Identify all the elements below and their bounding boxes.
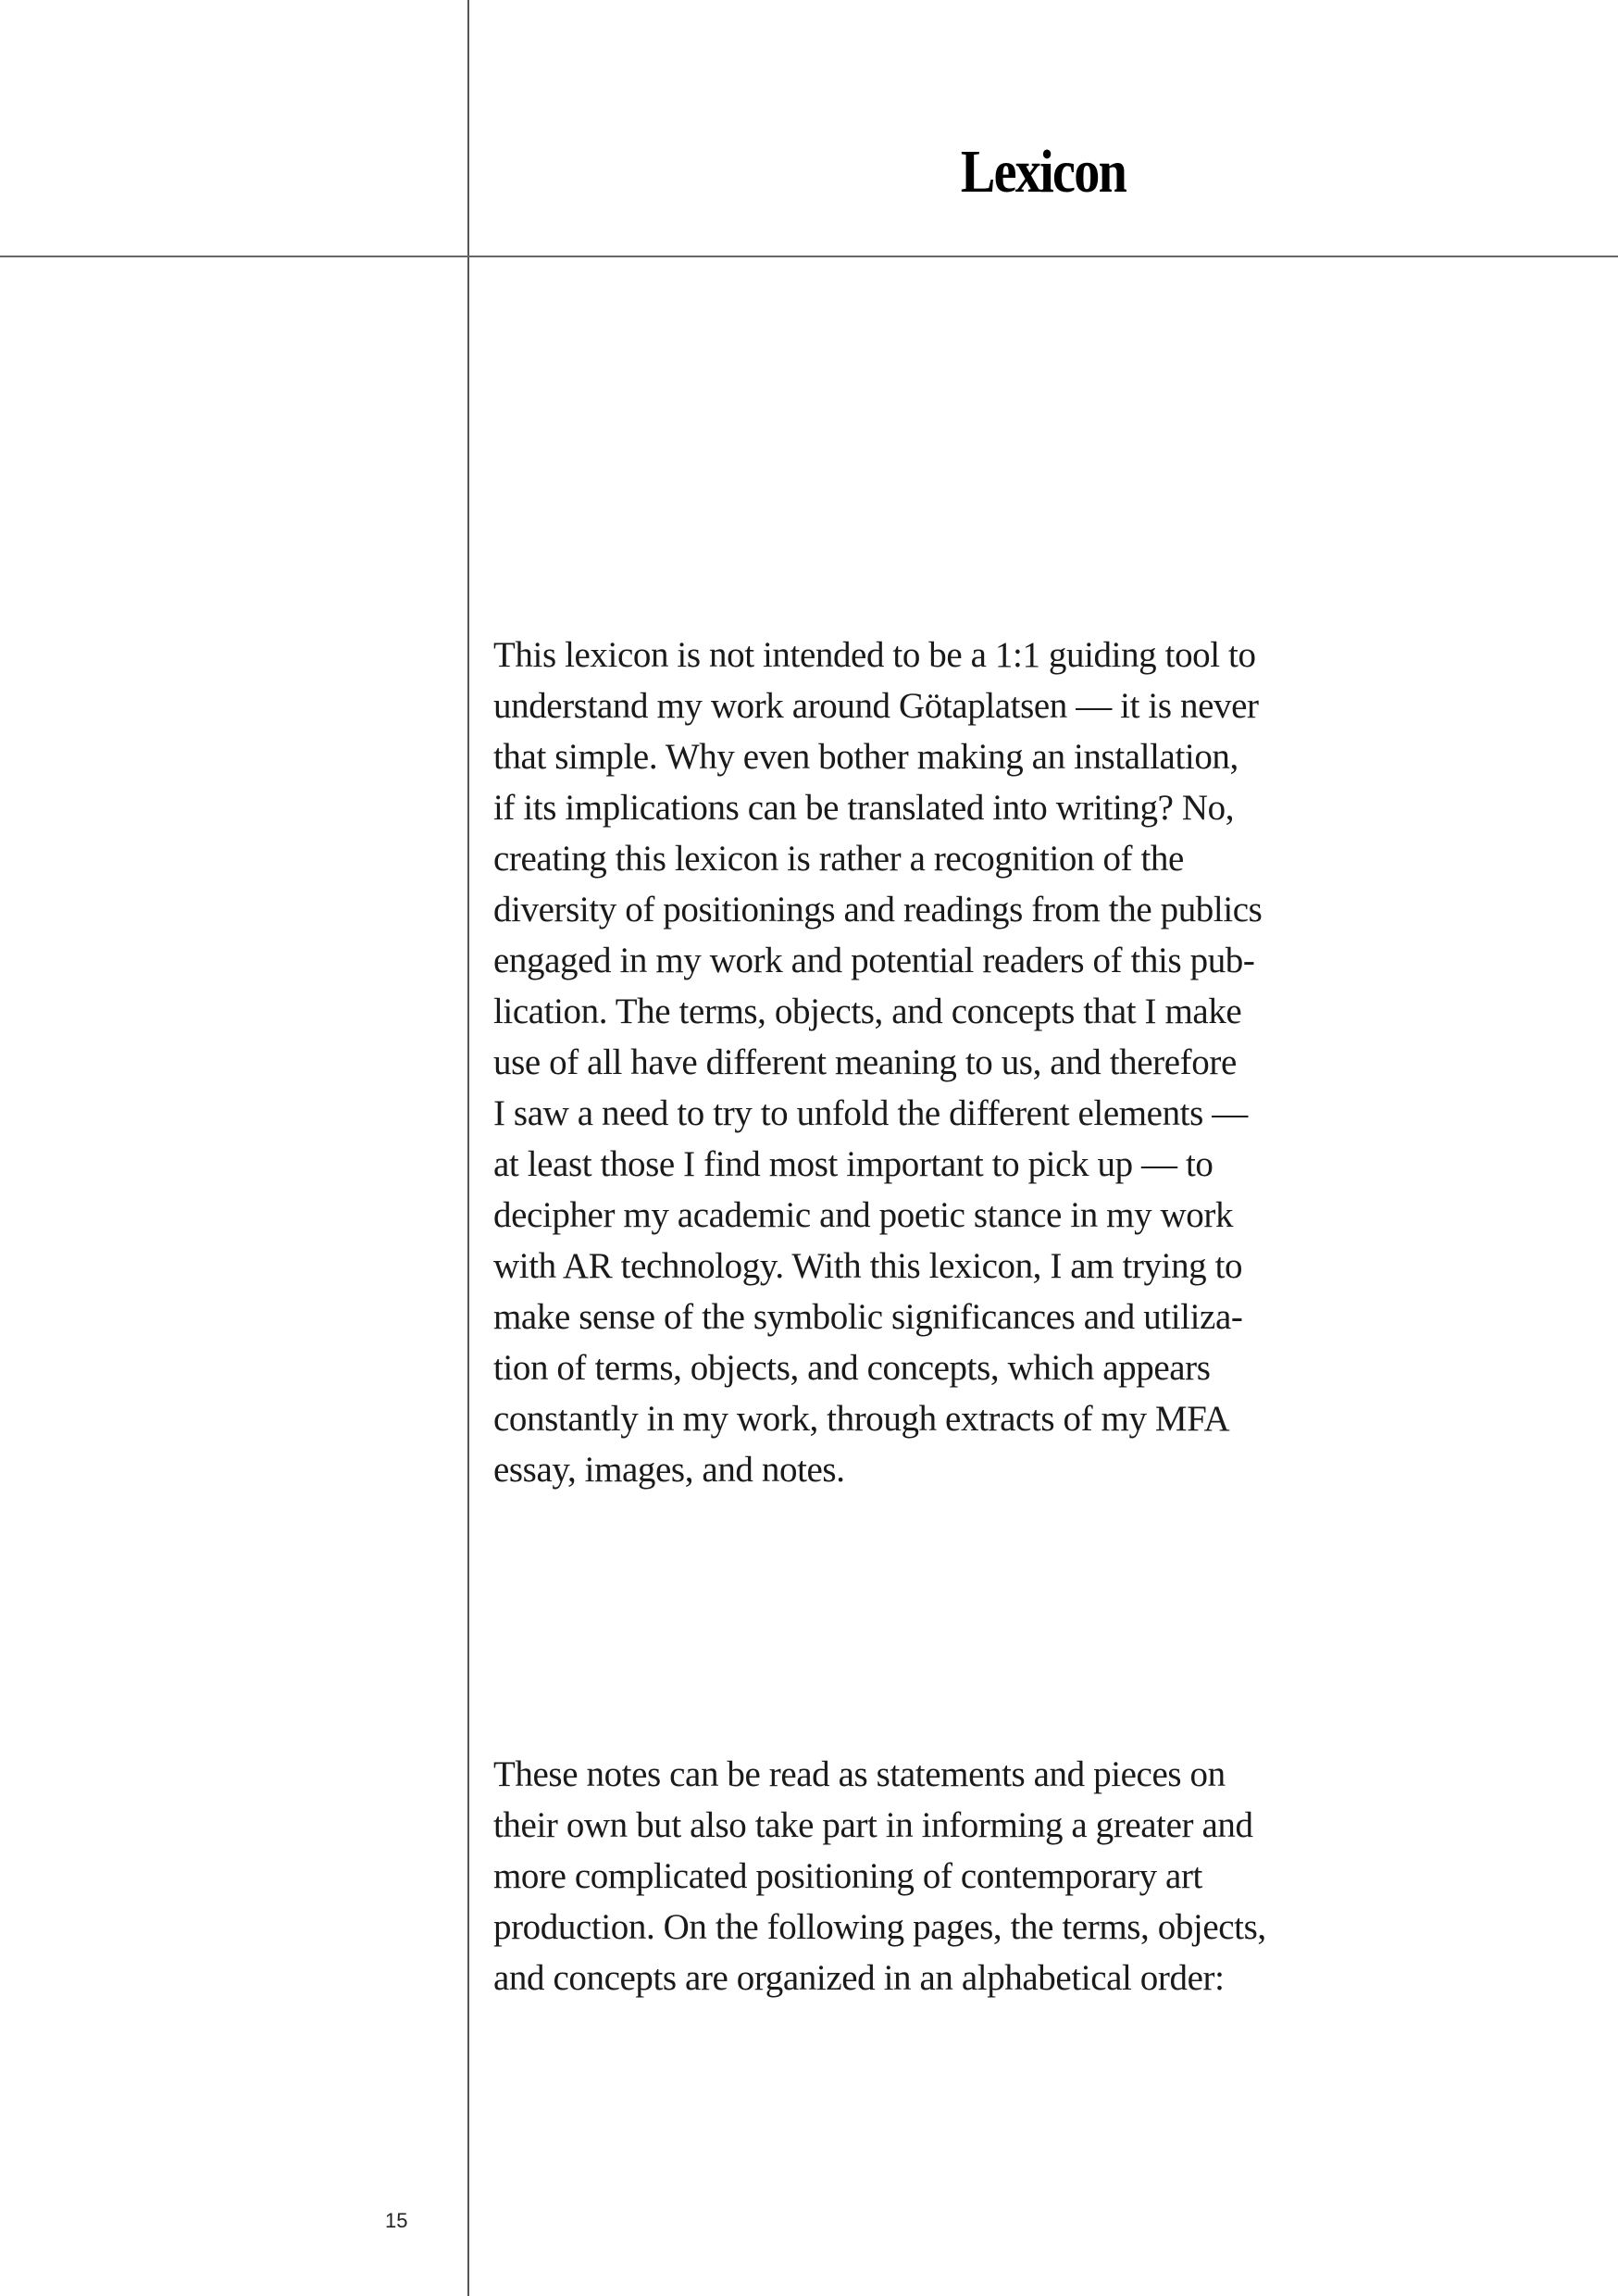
text-line: their own but also take part in informing a greater and bbox=[493, 1805, 1253, 1845]
text-line: essay, images, and notes. bbox=[493, 1450, 845, 1490]
text-line: with AR technology. With this lexicon, I am trying to bbox=[493, 1246, 1243, 1286]
text-line: that simple. Why even bother making an installation, bbox=[493, 737, 1238, 777]
text-line: decipher my academic and poetic stance in my work bbox=[493, 1195, 1234, 1235]
notes-paragraph bbox=[493, 1749, 1456, 2003]
vertical-rule bbox=[467, 0, 469, 2296]
horizontal-rule bbox=[0, 256, 1618, 257]
page-title: Lexicon bbox=[960, 138, 1126, 206]
text-line: more complicated positioning of contemporary art bbox=[493, 1856, 1202, 1896]
text-line: I saw a need to try to unfold the different elements — bbox=[493, 1093, 1248, 1133]
text-line: This lexicon is not intended to be a 1:1 guiding tool to bbox=[493, 635, 1256, 675]
text-line: understand my work around Götaplatsen — it is never bbox=[493, 686, 1259, 726]
text-line: These notes can be read as statements and pieces on bbox=[493, 1754, 1226, 1794]
text-line: use of all have different meaning to us, and therefore bbox=[493, 1042, 1237, 1082]
text-line: make sense of the symbolic significances and utiliza- bbox=[493, 1297, 1243, 1337]
text-line: tion of terms, objects, and concepts, which appears bbox=[493, 1348, 1211, 1388]
text-line: constantly in my work, through extracts of my MFA bbox=[493, 1399, 1230, 1439]
text-line: diversity of positionings and readings from the publics bbox=[493, 890, 1263, 930]
text-line: engaged in my work and potential readers of this pub- bbox=[493, 941, 1255, 980]
intro-paragraph bbox=[493, 630, 1456, 1495]
text-line: if its implications can be translated into writing? No, bbox=[493, 788, 1235, 828]
text-line: lication. The terms, objects, and concepts that I make bbox=[493, 992, 1242, 1031]
text-line: and concepts are organized in an alphabetical order: bbox=[493, 1958, 1225, 1998]
page-number: 15 bbox=[385, 2209, 408, 2232]
text-line: production. On the following pages, the terms, objects, bbox=[493, 1907, 1266, 1947]
text-line: at least those I find most important to pick up — to bbox=[493, 1144, 1214, 1184]
text-line: creating this lexicon is rather a recognition of the bbox=[493, 839, 1184, 879]
